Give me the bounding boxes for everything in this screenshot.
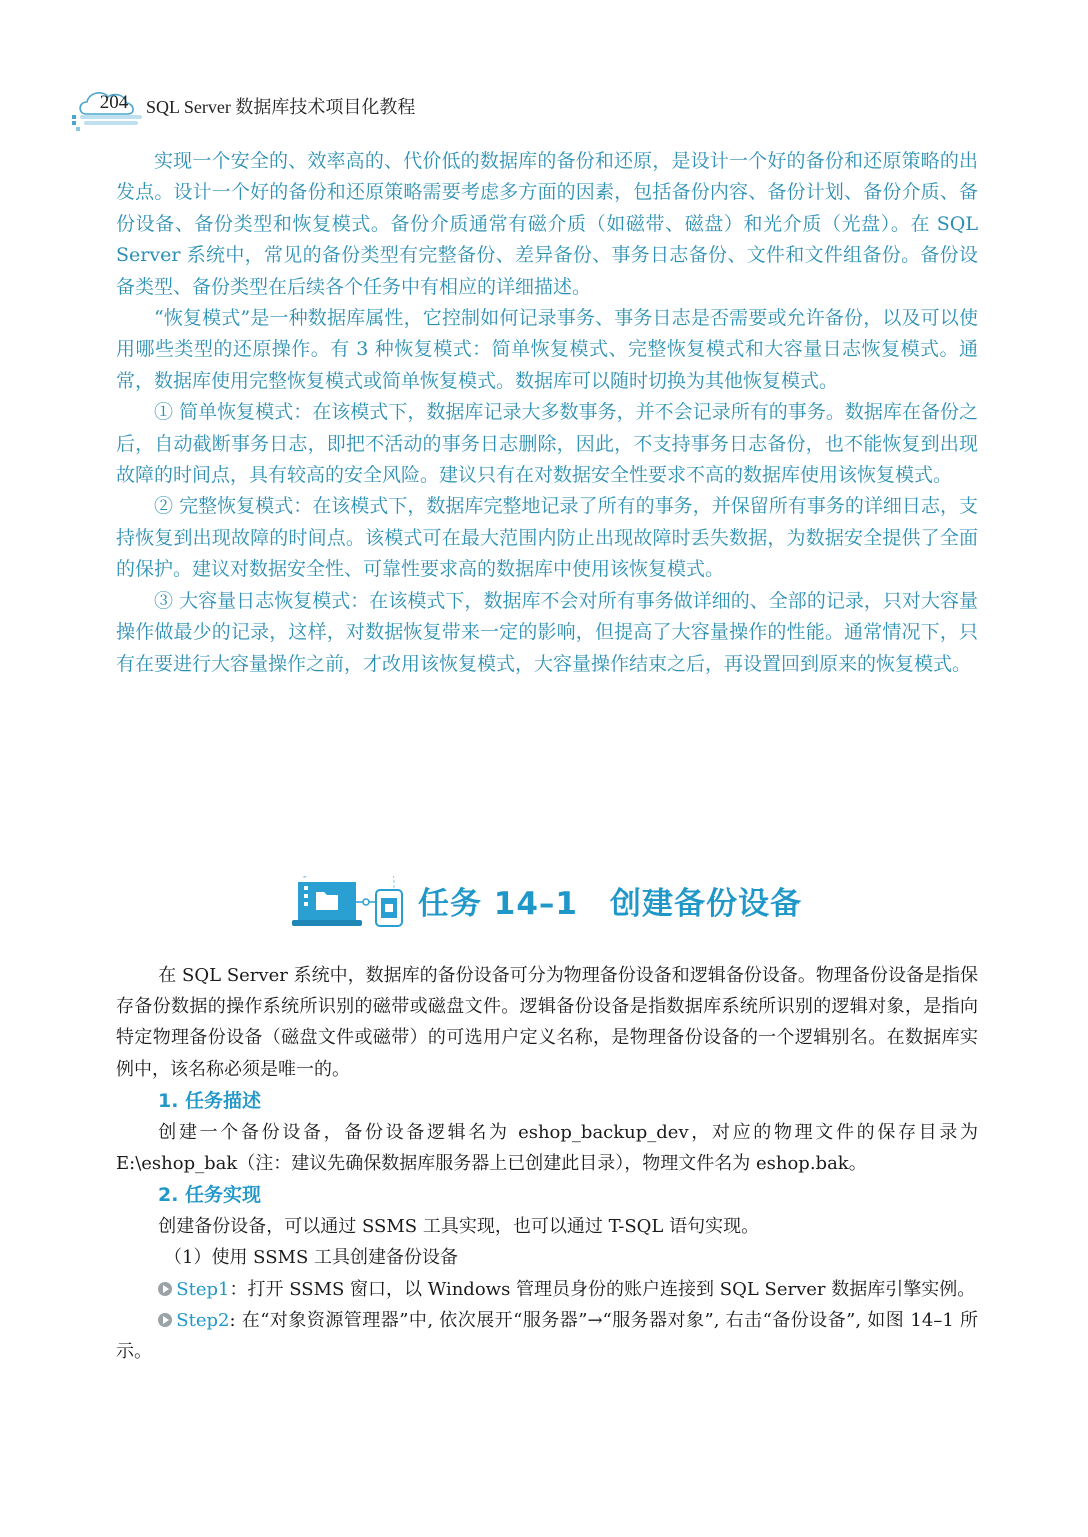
body-paragraph-4: （1）使用 SSMS 工具创建备份设备 (164, 1247, 459, 1269)
task-heading (290, 872, 850, 932)
page-number: 204 (99, 92, 129, 113)
play-arrow-icon (158, 1313, 172, 1327)
page-header (70, 84, 490, 134)
intro-paragraph-3: ① 简单恢复模式：在该模式下，数据库记录大多数事务，并不会记录所有的事务。数据库在备份之后，自动截断事务日志，即把不活动的事务日志删除，因此，不支持事务日志备份，也不能恢复到出现故障的时间点，具有较高的安全风险。建议只有在对数据安全性要求不高的数据库使用该恢复模式。 (116, 401, 978, 487)
book-title: SQL Server 数据库技术项目化教程 (146, 97, 416, 117)
step-2 (116, 1305, 978, 1367)
laptop-phone-sync-icon (290, 876, 408, 932)
play-arrow-icon (158, 1282, 172, 1296)
intro-paragraph-5: ③ 大容量日志恢复模式：在该模式下，数据库不会对所有事务做详细的、全部的记录，只对大容量操作做最少的记录，这样，对数据恢复带来一定的影响，但提高了大容量操作的性能。通常情况下，只有在要进行大容量操作之前，才改用该恢复模式，大容量操作结束之后，再设置回到原来的恢复模式。 (116, 589, 978, 675)
step-1-text: ：打开 SSMS 窗口，以 Windows 管理员身份的账户连接到 SQL Server 数据库引擎实例。 (229, 1278, 976, 1300)
step-2-text: : 在“对象资源管理器”中, 依次展开“服务器”→“服务器对象”, 右击“备份设备”, 如图 14–1 所示。 (116, 1309, 978, 1363)
body-paragraph-2: 创建一个备份设备，备份设备逻辑名为 eshop_backup_dev，对应的物理文件的保存目录为 E:\eshop_bak（注：建议先确保数据库服务器上已创建此目录），物理文件名为 eshop.bak。 (116, 1121, 978, 1175)
task-body (116, 960, 978, 1367)
section-heading-implementation: 2. 任务实现 (158, 1184, 262, 1207)
step-1 (116, 1274, 978, 1305)
step-2-label: Step2 (176, 1309, 230, 1331)
section-heading-description: 1. 任务描述 (158, 1089, 262, 1112)
step-1-label: Step1 (176, 1278, 230, 1300)
task-title: 任务 14–1 创建备份设备 (418, 886, 803, 922)
intro-section (116, 146, 978, 680)
body-paragraph-3: 创建备份设备，可以通过 SSMS 工具实现，也可以通过 T-SQL 语句实现。 (158, 1216, 760, 1238)
intro-paragraph-4: ② 完整恢复模式：在该模式下，数据库完整地记录了所有的事务，并保留所有事务的详细日志，支持恢复到出现故障的时间点。该模式可在最大范围内防止出现故障时丢失数据，为数据安全提供了全面的保护。建议对数据安全性、可靠性要求高的数据库中使用该恢复模式。 (116, 495, 978, 581)
intro-paragraph-1: 实现一个安全的、效率高的、代价低的数据库的备份和还原，是设计一个好的备份和还原策略的出发点。设计一个好的备份和还原策略需要考虑多方面的因素，包括备份内容、备份计划、备份介质、备份设备、备份类型和恢复模式。备份介质通常有磁介质（如磁带、磁盘）和光介质（光盘）。在 SQL Server 系统中，常见的备份类型有完整备份、差异备份、事务日志备份、文件和文件组备份。备份设备类型、备份类型在后续各个任务中有相应的详细描述。 (116, 150, 978, 298)
body-paragraph-1: 在 SQL Server 系统中，数据库的备份设备可分为物理备份设备和逻辑备份设备。物理备份设备是指保存备份数据的操作系统所识别的磁带或磁盘文件。逻辑备份设备是指数据库系统所识别的逻辑对象，是指向特定物理备份设备（磁盘文件或磁带）的可选用户定义名称，是物理备份设备的一个逻辑别名。在数据库实例中，该名称必须是唯一的。 (116, 965, 978, 1080)
intro-paragraph-2: “恢复模式”是一种数据库属性，它控制如何记录事务、事务日志是否需要或允许备份，以及可以使用哪些类型的还原操作。有 3 种恢复模式：简单恢复模式、完整恢复模式和大容量日志恢复模式。通常，数据库使用完整恢复模式或简单恢复模式。数据库可以随时切换为其他恢复模式。 (116, 307, 978, 392)
